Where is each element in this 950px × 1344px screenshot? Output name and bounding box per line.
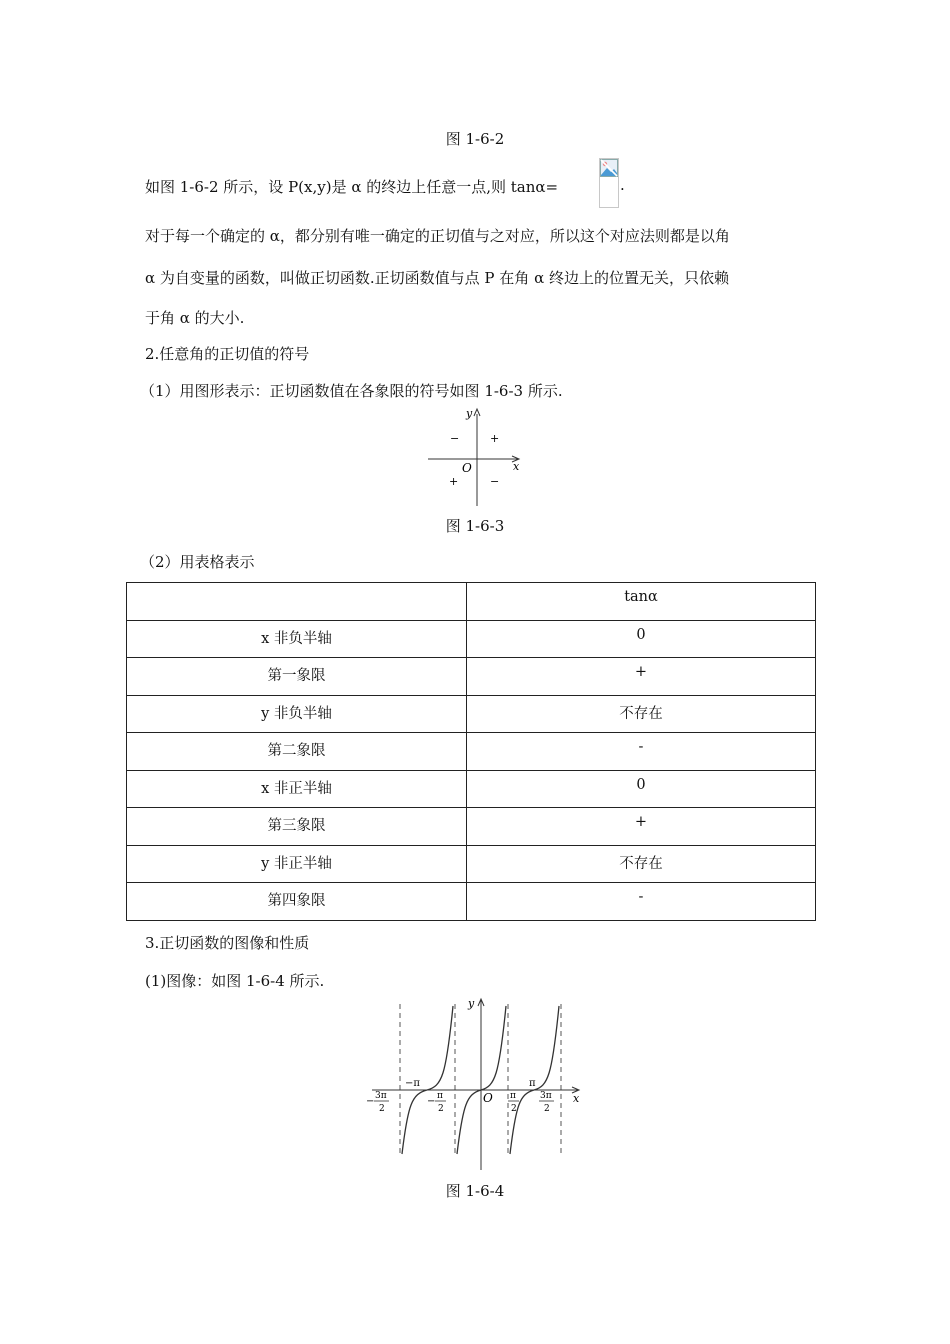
origin-label: O bbox=[462, 461, 472, 475]
pi-over-2-denominator: 2 bbox=[511, 1104, 517, 1114]
tangent-sign-diagram bbox=[420, 404, 530, 508]
table-row bbox=[127, 733, 816, 771]
table-header-cell bbox=[127, 583, 467, 621]
table-header-cell: tanα bbox=[467, 583, 816, 621]
broken-image-icon bbox=[600, 159, 618, 177]
pi-over-2-numerator: π bbox=[510, 1091, 516, 1101]
table-row bbox=[127, 695, 816, 733]
table-cell: 不存在 bbox=[467, 695, 816, 733]
neg-pi-over-2-sign: − bbox=[427, 1096, 436, 1107]
neg-3pi-over-2-sign: − bbox=[366, 1096, 375, 1107]
quadrant-4-sign: − bbox=[490, 475, 500, 488]
figure-caption-1-6-2: 图 1-6-2 bbox=[445, 130, 505, 148]
quadrant-2-sign: − bbox=[450, 432, 460, 445]
table-row bbox=[127, 620, 816, 658]
3pi-over-2-denominator: 2 bbox=[544, 1104, 550, 1114]
x-axis-label: x bbox=[513, 460, 520, 473]
table-cell: 第一象限 bbox=[127, 658, 467, 696]
quadrant-3-sign: + bbox=[449, 475, 459, 488]
origin-label: O bbox=[483, 1091, 493, 1105]
paragraph-line: 对于每一个确定的 α，都分别有唯一确定的正切值与之对应，所以这个对应法则都是以角 bbox=[145, 227, 730, 245]
tangent-function-graph bbox=[360, 994, 590, 1174]
list-item: （1）用图形表示：正切函数值在各象限的符号如图 1-6-3 所示. bbox=[140, 382, 563, 400]
table-cell: 0 bbox=[467, 770, 816, 808]
table-cell: + bbox=[467, 808, 816, 846]
quadrant-1-sign: + bbox=[490, 432, 500, 445]
table-cell: x 非正半轴 bbox=[127, 770, 467, 808]
tan-definition-text bbox=[145, 176, 558, 197]
table-cell: 不存在 bbox=[467, 845, 816, 883]
table-cell: 0 bbox=[467, 620, 816, 658]
table-cell: y 非负半轴 bbox=[127, 695, 467, 733]
3pi-over-2-numerator: 3π bbox=[540, 1091, 552, 1101]
table-cell: 第三象限 bbox=[127, 808, 467, 846]
table-cell: - bbox=[467, 883, 816, 921]
table-cell: y 非正半轴 bbox=[127, 845, 467, 883]
sentence-period: . bbox=[620, 176, 625, 194]
table-header-row bbox=[127, 583, 816, 621]
y-axis-label: y bbox=[468, 997, 475, 1010]
y-axis-label: y bbox=[466, 407, 473, 420]
table-cell: 第四象限 bbox=[127, 883, 467, 921]
pi-label: π bbox=[529, 1078, 536, 1089]
table-cell: x 非负半轴 bbox=[127, 620, 467, 658]
section-heading: 3.正切函数的图像和性质 bbox=[145, 934, 310, 952]
table-cell: - bbox=[467, 733, 816, 771]
list-item: （2）用表格表示 bbox=[140, 553, 255, 571]
neg-pi-over-2-numerator: π bbox=[437, 1091, 443, 1101]
neg-pi-label: −π bbox=[405, 1078, 420, 1089]
table-cell: + bbox=[467, 658, 816, 696]
figure-caption-1-6-4: 图 1-6-4 bbox=[445, 1182, 505, 1200]
tangent-sign-table bbox=[126, 582, 816, 921]
neg-3pi-over-2-denominator: 2 bbox=[379, 1104, 385, 1114]
figure-caption-1-6-3: 图 1-6-3 bbox=[445, 517, 505, 535]
paragraph-line: α 为自变量的函数，叫做正切函数.正切函数值与点 P 在角 α 终边上的位置无关，只依赖 bbox=[145, 269, 729, 287]
section-heading: 2.任意角的正切值的符号 bbox=[145, 345, 310, 363]
table-row bbox=[127, 883, 816, 921]
table-row bbox=[127, 808, 816, 846]
table-row bbox=[127, 770, 816, 808]
formula-image-placeholder bbox=[599, 158, 619, 208]
paragraph-line: 于角 α 的大小. bbox=[145, 309, 245, 327]
table-row bbox=[127, 845, 816, 883]
x-axis-label: x bbox=[573, 1092, 580, 1105]
list-item: (1)图像：如图 1-6-4 所示. bbox=[145, 972, 325, 990]
table-row bbox=[127, 658, 816, 696]
table-cell: 第二象限 bbox=[127, 733, 467, 771]
neg-pi-over-2-denominator: 2 bbox=[438, 1104, 444, 1114]
neg-3pi-over-2-numerator: 3π bbox=[375, 1091, 387, 1101]
tan-definition-prefix: 如图 1-6-2 所示，设 P(x,y)是 α 的终边上任意一点,则 tanα= bbox=[145, 178, 559, 196]
